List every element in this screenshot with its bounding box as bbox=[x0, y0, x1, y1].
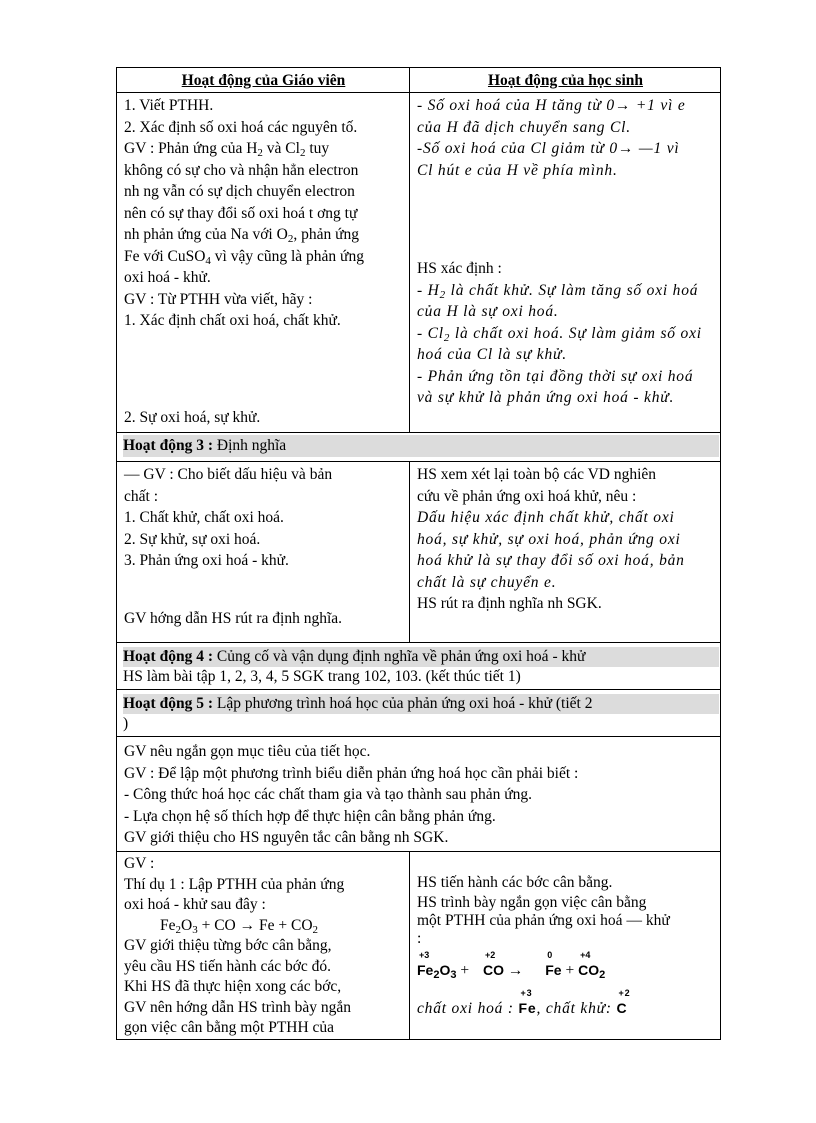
text-line: 1. Viết PTHH. bbox=[124, 97, 214, 114]
text-line: - Số oxi hoá của H tăng từ 0→ +1 vì e bbox=[417, 97, 686, 114]
activity5-title: Hoạt động 5 : Lập phương trình hoá học của phản ứng oxi hoá - khử (tiết 2 bbox=[123, 694, 719, 714]
text-line: GV giới thiệu cho HS nguyên tắc cân bằng nh SGK. bbox=[124, 829, 449, 846]
text-line: yêu cầu HS tiến hành các bớc đó. bbox=[124, 957, 332, 975]
text-line: Dấu hiệu xác định chất khử, chất oxi bbox=[417, 509, 675, 526]
section1-student-cell bbox=[410, 93, 721, 433]
text-line: - Lựa chọn hệ số thích hợp để thực hiện cân bằng phản ứng. bbox=[124, 807, 496, 825]
text-line: và sự khử là phản ứng oxi hoá - khử. bbox=[417, 389, 675, 406]
text-line: không có sự cho và nhận hẳn electron bbox=[124, 161, 359, 179]
arrow-icon: → bbox=[614, 97, 632, 114]
section5-cell bbox=[117, 737, 721, 852]
arrow-icon: → bbox=[239, 916, 256, 934]
text-line: Cl hút e của H về phía mình. bbox=[417, 161, 618, 179]
activity4-band bbox=[117, 643, 721, 690]
text-line: nh phản ứng của Na với $O_2$, phản ứng bbox=[124, 226, 359, 245]
text-line: 1. Chất khử, chất oxi hoá. bbox=[124, 509, 284, 526]
activity3-title: Hoạt động 3 : Định nghĩa bbox=[123, 435, 719, 457]
lesson-table bbox=[116, 67, 721, 1040]
section6-row bbox=[117, 852, 721, 1040]
text-line: oxi hoá - khử. bbox=[124, 269, 211, 286]
text-line: hoá, sự khử, sự oxi hoá, phản ứng oxi bbox=[417, 530, 681, 548]
text-line: - Phản ứng tồn tại đồng thời sự oxi hoá bbox=[417, 367, 694, 385]
activity4-line2: HS làm bài tập 1, 2, 3, 4, 5 SGK trang 102, 103. (kết thúc tiết 1) bbox=[123, 668, 521, 685]
text-line: nh ng vẫn có sự dịch chuyển electron bbox=[124, 183, 355, 200]
text-line: GV : bbox=[124, 855, 155, 872]
text-line: Thí dụ 1 : Lập PTHH của phản ứng bbox=[124, 875, 345, 893]
header-row bbox=[117, 68, 721, 93]
text-line: 3. Phản ứng oxi hoá - khử. bbox=[124, 552, 289, 569]
oxidizer-reducer-line: chất oxi hoá : +3 Fe, chất khử: +2 C bbox=[417, 987, 631, 1017]
section3-teacher-cell bbox=[117, 462, 410, 643]
text-line: 2. Sự khử, sự oxi hoá. bbox=[124, 530, 261, 548]
section6-student-cell bbox=[410, 852, 721, 1040]
section1-row bbox=[117, 93, 721, 433]
text-line: - $Cl_2$ là chất oxi hoá. Sự làm giảm số oxi bbox=[417, 324, 702, 344]
text-line: chất : bbox=[124, 487, 158, 505]
text-line: hoá khử là sự thay đổi số oxi hoá, bản bbox=[417, 552, 685, 569]
text-line: GV : Từ PTHH vừa viết, hãy : bbox=[124, 290, 313, 308]
arrow-icon: → bbox=[507, 961, 524, 979]
arrow-icon: → bbox=[617, 140, 635, 157]
text-line: chất là sự chuyển e. bbox=[417, 573, 557, 591]
section1-teacher-cell bbox=[117, 93, 410, 433]
text-line: Khi HS đã thực hiện xong các bớc, bbox=[124, 978, 342, 995]
text-line: 2. Sự oxi hoá, sự khử. bbox=[124, 408, 261, 426]
text-line: GV hớng dẫn HS rút ra định nghĩa. bbox=[124, 609, 342, 627]
text-line: GV : Phản ứng của $H_2$ và $Cl_2$ tuy bbox=[124, 140, 330, 159]
text-line: GV : Để lập một phương trình biểu diễn phản ứng hoá học cần phải biết : bbox=[124, 764, 579, 782]
text-line: GV nêu ngắn gọn mục tiêu của tiết học. bbox=[124, 743, 371, 760]
text-line: - Công thức hoá học các chất tham gia và tạo thành sau phản ứng. bbox=[124, 786, 533, 803]
text-line: 2. Xác định số oxi hoá các nguyên tố. bbox=[124, 118, 358, 136]
text-line: hoá của Cl là sự khử. bbox=[417, 346, 567, 363]
text-line: HS trình bày ngắn gọn việc cân bằng bbox=[417, 893, 647, 911]
text-line: - $H_2$ là chất khử. Sự làm tăng số oxi hoá bbox=[417, 281, 699, 301]
text-line: của H đã dịch chuyển sang Cl. bbox=[417, 118, 631, 136]
text-line: một PTHH của phản ứng oxi hoá — khử bbox=[417, 911, 670, 929]
oxidation-equation: +3 $Fe_2O_3$ + +2 CO → 0 Fe + +4 $CO_2$ bbox=[417, 949, 606, 981]
text-line: của H là sự oxi hoá. bbox=[417, 303, 559, 320]
activity4-title: Hoạt động 4 : Củng cố và vận dụng định nghĩa về phản ứng oxi hoá - khử bbox=[123, 647, 719, 667]
activity5-band bbox=[117, 690, 721, 737]
text-line: oxi hoá - khử sau đây : bbox=[124, 896, 266, 913]
activity3-band bbox=[117, 433, 721, 462]
text-line: cứu về phản ứng oxi hoá khử, nêu : bbox=[417, 487, 637, 505]
text-line: 1. Xác định chất oxi hoá, chất khử. bbox=[124, 312, 341, 329]
text-line: gọn việc cân bằng một PTHH của bbox=[124, 1019, 335, 1036]
text-line: — GV : Cho biết dấu hiệu và bản bbox=[124, 466, 333, 483]
section5-row bbox=[117, 737, 721, 852]
text-line: GV nên hớng dẫn HS trình bày ngắn bbox=[124, 998, 352, 1016]
text-line: HS xác định : bbox=[417, 260, 502, 277]
header-teacher: Hoạt động của Giáo viên bbox=[117, 68, 410, 93]
section3-student-cell bbox=[410, 462, 721, 643]
text-line: Fe với CuSO$_4$ vì vậy cũng là phản ứng bbox=[124, 247, 364, 267]
text-line: : bbox=[417, 929, 422, 947]
reaction-equation: $Fe_2O_3$ + CO → $Fe + CO_2$ bbox=[160, 916, 319, 936]
text-line: nên có sự thay đổi số oxi hoá t ơng tự bbox=[124, 204, 358, 222]
text-line: HS rút ra định nghĩa nh SGK. bbox=[417, 595, 602, 612]
section3-row bbox=[117, 462, 721, 643]
text-line: -Số oxi hoá của Cl giảm từ 0→ —1 vì bbox=[417, 140, 680, 157]
text-line: HS tiến hành các bớc cân bằng. bbox=[417, 874, 613, 891]
header-student: Hoạt động của học sinh bbox=[410, 68, 721, 93]
activity5-line2: ) bbox=[123, 715, 129, 732]
text-line: GV giới thiệu từng bớc cân bằng, bbox=[124, 937, 332, 954]
section6-teacher-cell bbox=[117, 852, 410, 1040]
text-line: HS xem xét lại toàn bộ các VD nghiên bbox=[417, 466, 657, 483]
